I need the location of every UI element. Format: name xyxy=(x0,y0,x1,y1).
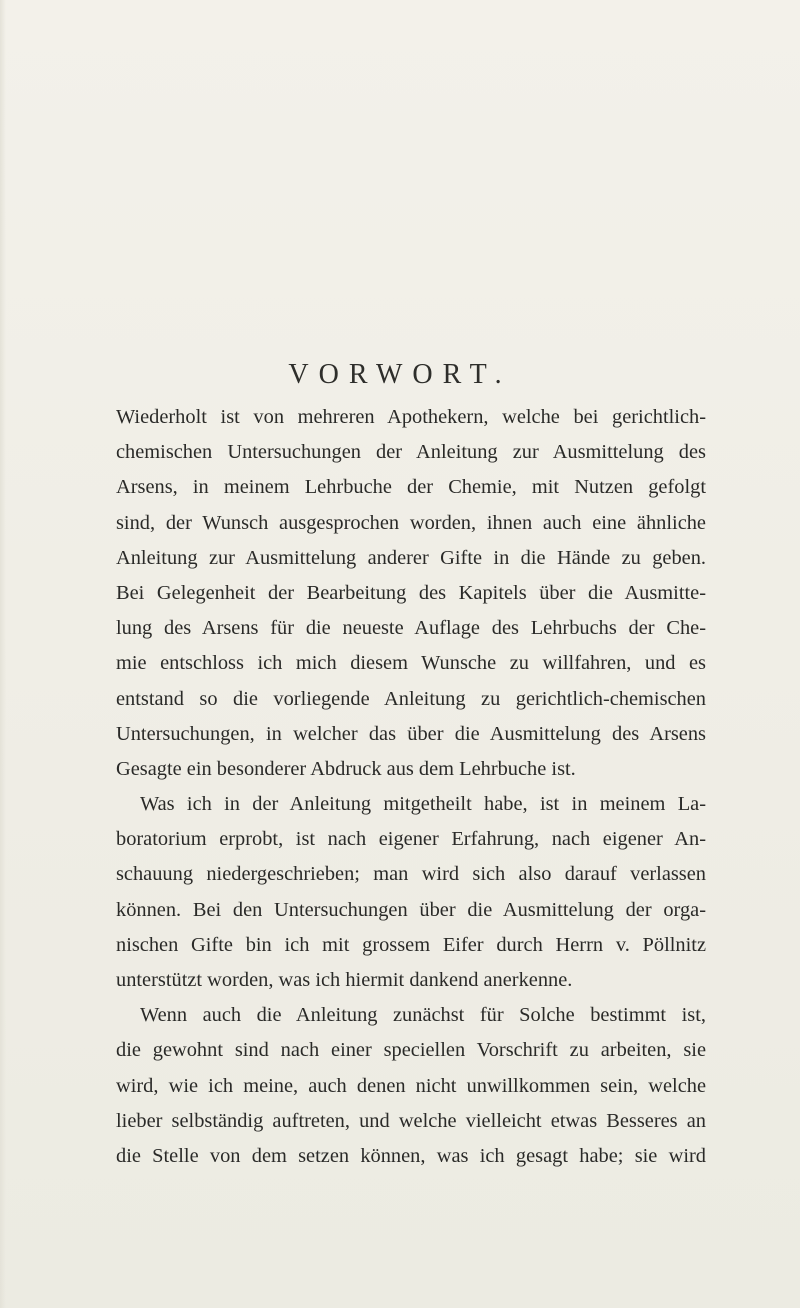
text-line: Gesagte ein besonderer Abdruck aus dem Lehrbuche ist. xyxy=(116,757,576,780)
text-line: Wiederholt ist von mehreren Apothekern, welche bei gerichtlich- xyxy=(116,406,706,428)
text-line: Wenn auch die Anleitung zunächst für Solche bestimmt ist, xyxy=(140,1004,706,1027)
text-line: Anleitung zur Ausmittelung anderer Gifte in die Hände zu geben. xyxy=(116,546,706,569)
text-line: können. Bei den Untersuchungen über die Ausmittelung der orga- xyxy=(116,898,706,921)
text-line: schauung niedergeschrieben; man wird sich also darauf verlassen xyxy=(116,863,706,886)
text-line: Untersuchungen, in welcher das über die Ausmittelung des Arsens xyxy=(116,722,706,745)
text-line: die Stelle von dem setzen können, was ich gesagt habe; sie wird xyxy=(116,1144,706,1167)
text-line: entstand so die vorliegende Anleitung zu gerichtlich-chemischen xyxy=(116,687,706,710)
text-line: Arsens, in meinem Lehrbuche der Chemie, mit Nutzen gefolgt xyxy=(116,476,706,499)
text-line: chemischen Untersuchungen der Anleitung zur Ausmittelung des xyxy=(116,441,706,464)
text-line: boratorium erprobt, ist nach eigener Erfahrung, nach eigener An- xyxy=(116,828,706,851)
body-text xyxy=(116,400,706,1174)
text-line: nischen Gifte bin ich mit grossem Eifer durch Herrn v. Pöllnitz xyxy=(116,933,706,956)
text-line: Was ich in der Anleitung mitgetheilt habe, ist in meinem La- xyxy=(140,793,706,816)
text-line: wird, wie ich meine, auch denen nicht unwillkommen sein, welche xyxy=(116,1074,706,1097)
page-heading: VORWORT. xyxy=(288,359,512,390)
text-line: mie entschloss ich mich diesem Wunsche zu willfahren, und es xyxy=(116,652,706,675)
page-edge-shadow xyxy=(0,0,6,1308)
text-line: unterstützt worden, was ich hiermit dankend anerkenne. xyxy=(116,969,573,991)
text-line: lung des Arsens für die neueste Auflage des Lehrbuchs der Che- xyxy=(116,617,706,640)
text-line: Bei Gelegenheit der Bearbeitung des Kapitels über die Ausmitte- xyxy=(116,581,706,604)
text-line: die gewohnt sind nach einer speciellen Vorschrift zu arbeiten, sie xyxy=(116,1039,706,1062)
text-line: sind, der Wunsch ausgesprochen worden, ihnen auch eine ähnliche xyxy=(116,511,706,534)
text-line: lieber selbständig auftreten, und welche vielleicht etwas Besseres an xyxy=(116,1109,706,1132)
